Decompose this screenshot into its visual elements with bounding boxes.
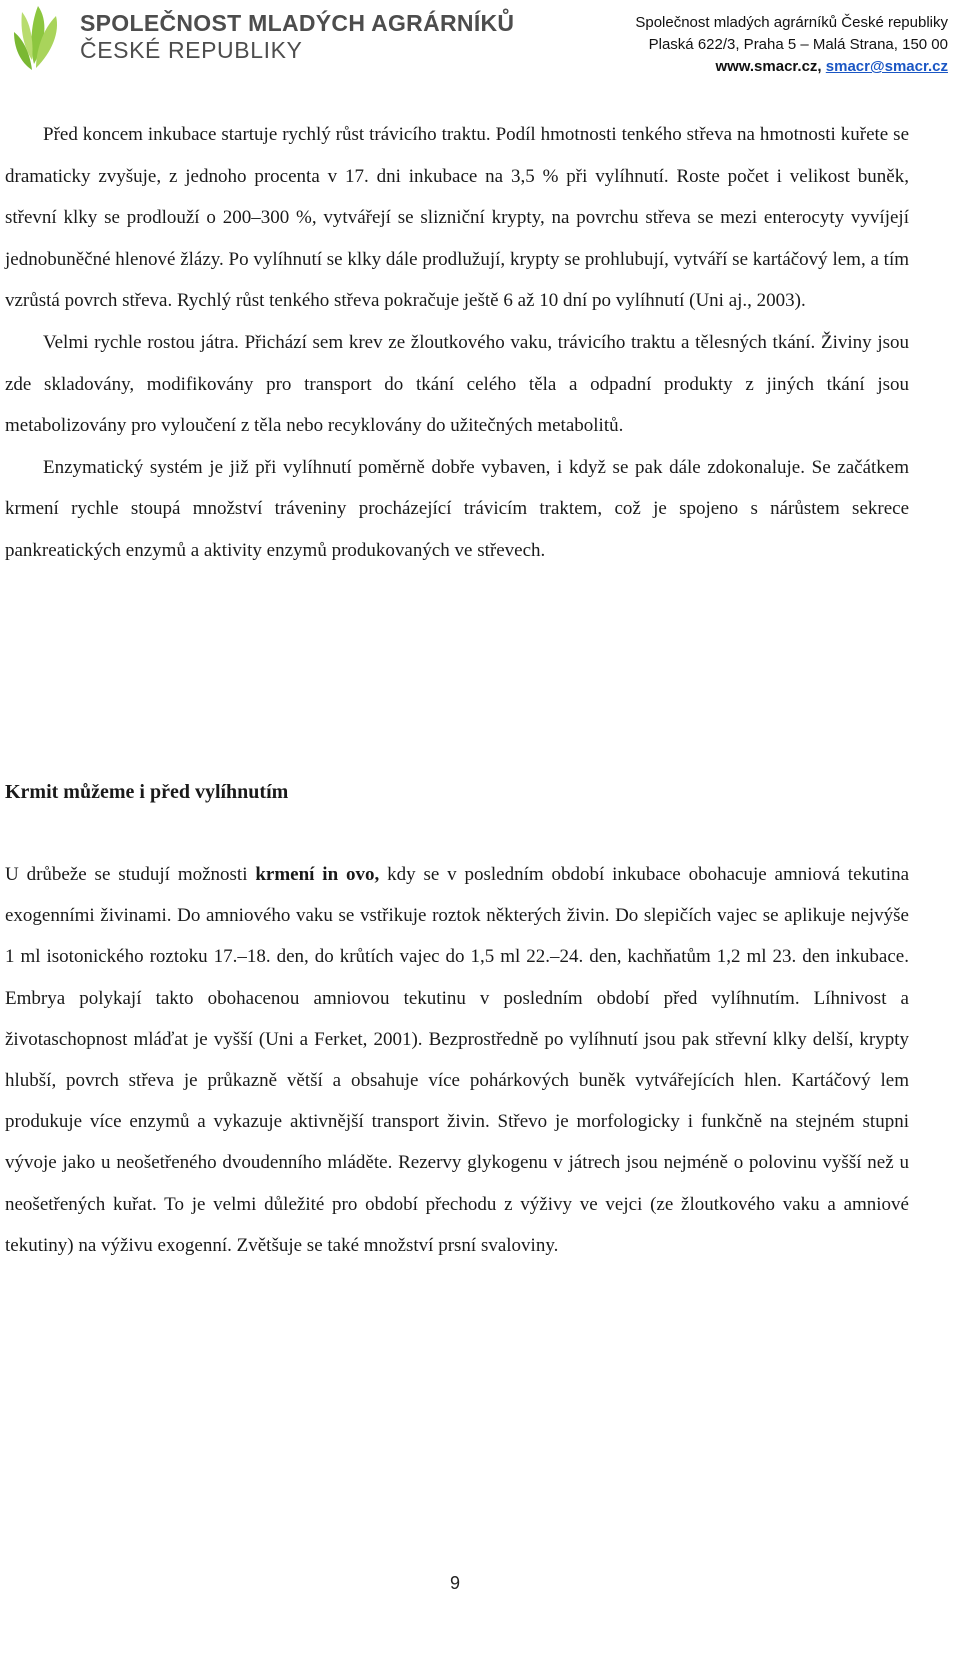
contact-address: Plaská 622/3, Praha 5 – Malá Strana, 150 00 [648, 36, 948, 53]
contact-name: Společnost mladých agrárníků České republiky [635, 14, 948, 31]
website-link[interactable]: www.smacr.cz, [715, 58, 822, 75]
wheat-leaf-logo-icon [8, 2, 64, 76]
email-link[interactable]: smacr@smacr.cz [825, 58, 948, 75]
paragraph-in-ovo-feeding [5, 854, 909, 1266]
main-text-section2 [5, 854, 909, 1266]
paragraph-liver-growth: Velmi rychle rostou játra. Přichází sem krev ze žloutkového vaku, trávicího traktu a tělesných tkání. Živiny jsou zde skladovány, modifikovány pro transport do tkání celého těla a odpadní produkty z jiných tkání jsou metabolizovány pro vyloučení z těla nebo recyklovány do užitečných metabolitů. [5, 331, 909, 437]
org-name-line1: SPOLEČNOST MLADÝCH AGRÁRNÍKŮ [80, 10, 515, 36]
in-ovo-text-rest: kdy se v posledním období inkubace obohacuje amniová tekutina exogenními živinami. Do amniového vaku se vstřikuje roztok některých živin. Do slepičích vajec se aplikuje nejvýše 1 ml isotonického roztoku 17.–18. den, do krůtích vajec do 1,5 ml 22.–24. den, kachňatům 1,2 ml 23. den inkubace. Embrya polykají takto obohacenou amniovou tekutinu v posledním období před vylíhnutím. Líhnivost a životaschopnost mláďat je vyšší (Uni a Ferket, 2001). Bezprostředně po vylíhnutí jsou pak střevní klky delší, krypty hlubší, povrch střeva je průkazně větší a obsahuje více pohárkových buněk vytvářejících hlen. Kartáčový lem produkuje více enzymů a vykazuje aktivnější transport živin. Střevo je morfologicky i funkčně na stejném stupni vývoje jako u neošetřeného dvoudenního mláděte. Rezervy glykogenu v játrech jsou nejméně o polovinu vyšší než u neošetřených kuřat. To je velmi důležité pro období přechodu z výživy ve vejci (ze žloutkového vaku a amniové tekutiny) na výživu exogenní. Zvětšuje se také množství prsní svaloviny. [5, 864, 909, 1256]
paragraph-intestine-growth: Před koncem inkubace startuje rychlý růst trávicího traktu. Podíl hmotnosti tenkého střeva na hmotnosti kuřete se dramaticky zvyšuje, z jednoho procenta v 17. dni inkubace na 3,5 % při vylíhnutí. Roste počet i velikost buněk, střevní klky se prodlouží o 200–300 %, vytvářejí se slizniční krypty, na povrchu střeva se mezi enterocyty vyvíjejí jednobuněčné hlenové žlázy. Po vylíhnutí se klky dále prodlužují, krypty se prohlubují, vytváří se kartáčový lem, a tím vzrůstá povrch střeva. Rychlý růst tenkého střeva pokračuje ještě 6 až 10 dní po vylíhnutí (Uni aj., 2003). [5, 124, 909, 312]
in-ovo-bold-term: krmení in ovo, [255, 864, 380, 885]
page-header [0, 0, 960, 90]
in-ovo-text-start: U drůbeže se studují možnosti [5, 864, 256, 885]
contact-block [635, 12, 948, 78]
main-text-section1 [5, 114, 909, 572]
section-heading: Krmit můžeme i před vylíhnutím [5, 781, 289, 803]
organization-name [80, 12, 514, 62]
paragraph-enzymatic-system: Enzymatický systém je již při vylíhnutí poměrně dobře vybaven, i když se pak dále zdokonaluje. Se začátkem krmení rychle stoupá množství tráveniny procházející trávicím traktem, což je spojeno s nárůstem sekrece pankreatických enzymů a aktivity enzymů produkovaných ve střevech. [5, 456, 909, 561]
org-name-line2: ČESKÉ REPUBLIKY [80, 37, 303, 63]
page-number: 9 [449, 1573, 460, 1593]
